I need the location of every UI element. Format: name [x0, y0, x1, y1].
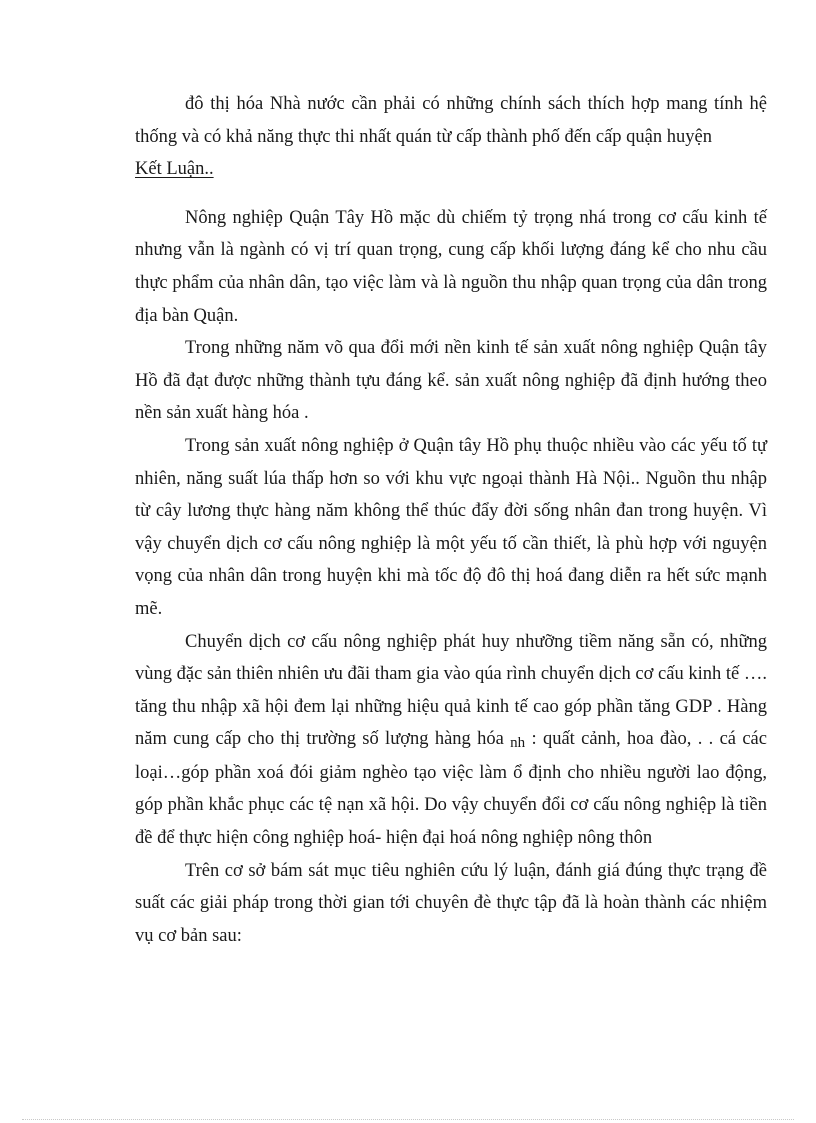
paragraph-4	[135, 626, 767, 855]
page-footer-rule	[22, 1119, 794, 1120]
paragraph-4-text-b: : quất cảnh, hoa đào, . . cá các loại…góp phần xoá đói giảm nghèo tạo việc làm ổ định cho nhiều người lao động, góp phần khắc phục các tệ nạn xã hội. Do vậy chuyển đổi cơ cấu nông nghiệp là tiền đề để thực hiện công nghiệp hoá- hiện đại hoá nông nghiệp nông thôn	[135, 729, 767, 849]
paragraph-3: Trong sản xuất nông nghiệp ở Quận tây Hồ phụ thuộc nhiều vào các yếu tố tự nhiên, năng suất lúa thấp hơn so với khu vực ngoại thành Hà Nội.. Nguồn thu nhập từ cây lương thực hàng năm không thể thúc đẩy đời sống nhân đan trong huyện. Vì vậy chuyển dịch cơ cấu nông nghiệp là một yếu tố cần thiết, là phù hợp với nguyện vọng của nhân dân trong huyện khi mà tốc độ đô thị hoá đang diễn ra hết sức mạnh mẽ.	[135, 435, 767, 619]
paragraph-5: Trên cơ sở bám sát mục tiêu nghiên cứu lý luận, đánh giá đúng thực trạng đề suất các giải pháp trong thời gian tới chuyên đè thực tập đã là hoàn thành các nhiệm vụ cơ bản sau:	[135, 860, 767, 946]
section-heading: Kết Luận..	[135, 159, 214, 180]
paragraph-1: Nông nghiệp Quận Tây Hồ mặc dù chiếm tỷ trọng nhá trong cơ cấu kinh tế nhưng vẫn là ngành có vị trí quan trọng, cung cấp khối lượng đáng kể cho nhu cầu thực phẩm của nhân dân, tạo việc làm và là nguồn thu nhập quan trọng của dân trong địa bàn Quận.	[135, 207, 767, 326]
document-page	[135, 88, 767, 952]
paragraph-4-subscript: nh	[510, 735, 526, 752]
paragraph-2: Trong những năm võ qua đổi mới nền kinh tế sản xuất nông nghiệp Quận tây Hồ đã đạt được những thành tựu đáng kể. sản xuất nông nghiệp đã định hướng theo nền sản xuất hàng hóa .	[135, 338, 767, 424]
paragraph-4-text-a: Chuyển dịch cơ cấu nông nghiệp phát huy nhưỡng tiềm năng sẵn có, những vùng đặc sản thiên nhiên ưu đãi tham gia vào qúa rình chuyển dịch cơ cấu kinh tế …. tăng thu nhập xã hội đem lại những hiệu quả kinh tế cao góp phần tăng GDP . Hàng năm cung cấp cho thị trường số lượng hàng hóa	[135, 631, 767, 750]
intro-paragraph: đô thị hóa Nhà nước cần phải có những chính sách thích hợp mang tính hệ thống và có khả năng thực thi nhất quán từ cấp thành phố đến cấp quận huyện	[135, 94, 767, 147]
